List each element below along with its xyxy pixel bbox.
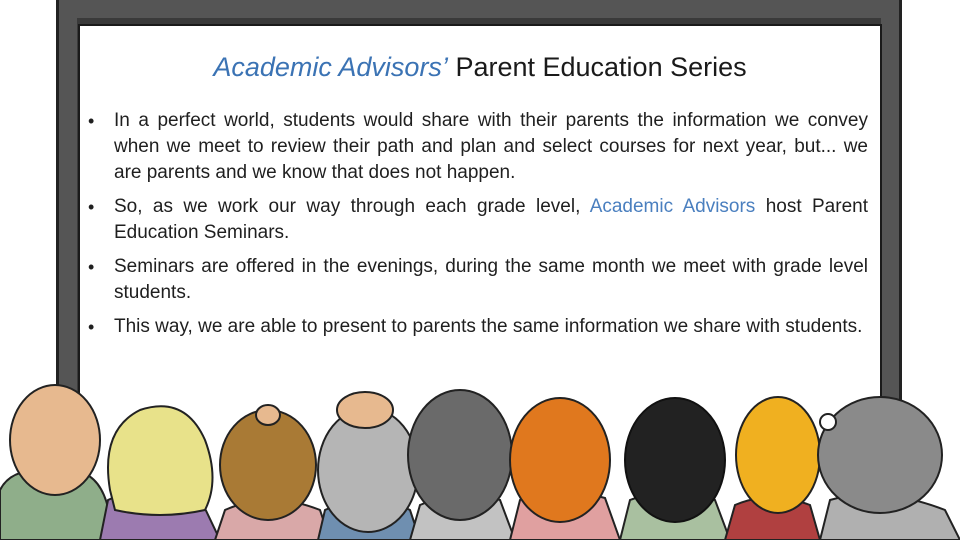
bullet-icon: • [88,257,95,277]
slide-title [78,52,882,83]
bullet-item [86,314,868,340]
audience-person-bun-icon [215,405,330,540]
audience-person-blonde-icon [100,406,220,540]
bullet-text: Seminars are offered in the evenings, during the same month we meet with grade level students. [114,256,868,303]
audience-illustration [0,370,960,540]
audience-person-profile-icon [818,397,960,540]
bullet-list [86,108,868,348]
bullet-item [86,254,868,306]
audience-person-grey-hair-icon [318,392,420,540]
title-highlight: Academic Advisors’ [213,52,448,82]
bullet-text: In a perfect world, students would share with their parents the information we convey when we meet to review their path and plan and select courses for next year, but... we are parents and we know that does not happen. [114,110,868,183]
bullet-text-before: So, as we work our way through each grade level, [114,196,590,217]
audience-person-orange-hair-icon [510,398,620,540]
bullet-text-after: host Parent Education Seminars. [114,196,868,243]
bullet-icon: • [88,197,95,217]
bullet-icon: • [88,317,95,337]
bullet-highlight: Academic Advisors [589,196,756,217]
audience-person-dark-hair-icon [408,390,515,540]
bullet-item [86,194,868,246]
audience-person-bald-icon [0,385,112,540]
title-rest: Parent Education Series [447,52,747,82]
bullet-item [86,108,868,186]
bullet-text: This way, we are able to present to parents the same information we share with students. [114,316,863,337]
audience-person-yellow-hair-icon [725,397,820,540]
bullet-icon: • [88,111,95,131]
audience-person-black-hair-icon [620,398,730,540]
